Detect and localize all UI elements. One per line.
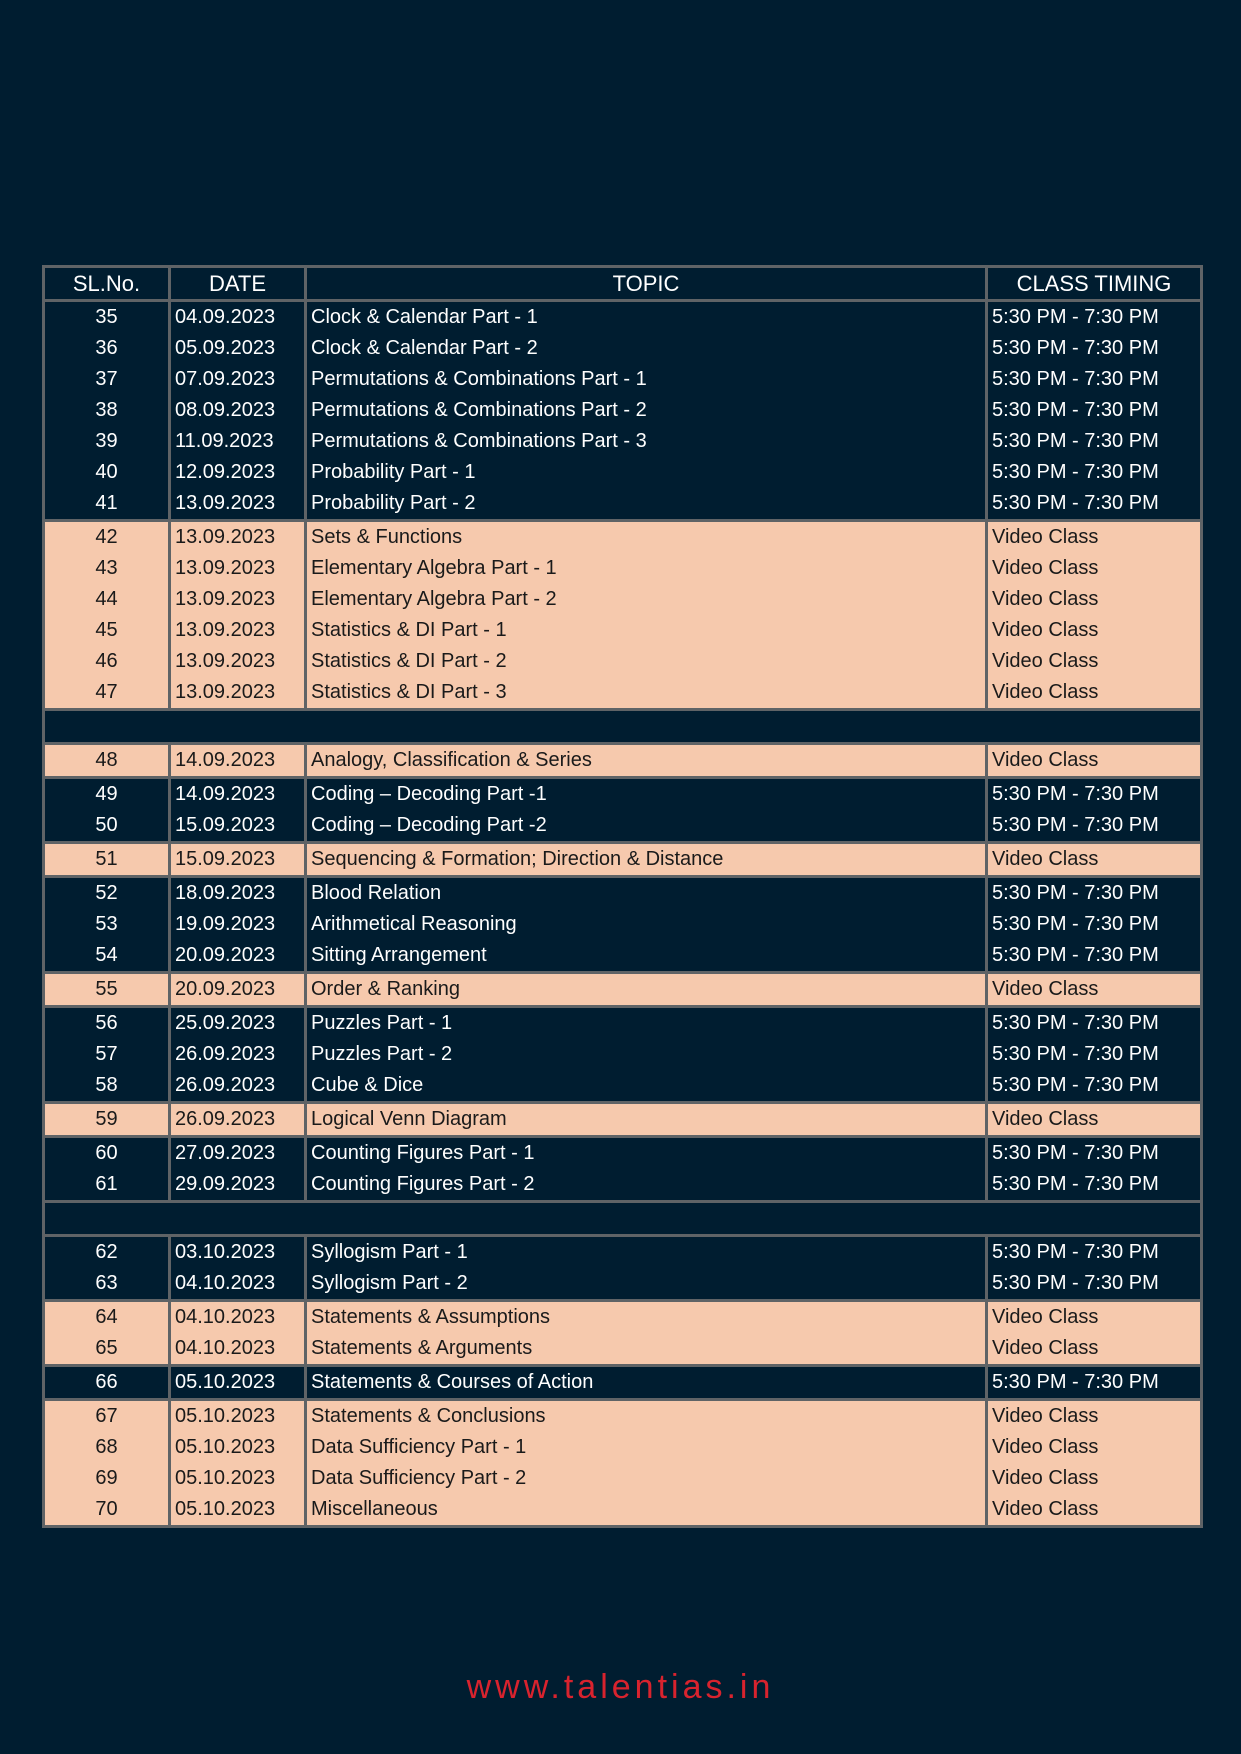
cell-sl-no: 67: [44, 1400, 170, 1433]
cell-class-timing: 5:30 PM - 7:30 PM: [987, 364, 1202, 395]
cell-date: 27.09.2023: [170, 1137, 306, 1170]
cell-class-timing: Video Class: [987, 973, 1202, 1007]
cell-date: 04.10.2023: [170, 1333, 306, 1366]
table-row: [44, 1333, 1202, 1366]
cell-date: 05.10.2023: [170, 1400, 306, 1433]
header-topic: TOPIC: [306, 267, 987, 301]
cell-sl-no: 69: [44, 1463, 170, 1494]
spacer-cell: [44, 710, 1202, 744]
header-date: DATE: [170, 267, 306, 301]
cell-class-timing: 5:30 PM - 7:30 PM: [987, 426, 1202, 457]
cell-class-timing: 5:30 PM - 7:30 PM: [987, 1137, 1202, 1170]
header-class-timing: CLASS TIMING: [987, 267, 1202, 301]
cell-class-timing: Video Class: [987, 1494, 1202, 1527]
cell-class-timing: Video Class: [987, 677, 1202, 710]
cell-class-timing: Video Class: [987, 1301, 1202, 1334]
cell-date: 07.09.2023: [170, 364, 306, 395]
cell-topic: Statements & Assumptions: [306, 1301, 987, 1334]
website-url: www.talentias.in: [466, 1668, 775, 1706]
table-row: [44, 1137, 1202, 1170]
cell-topic: Coding – Decoding Part -2: [306, 810, 987, 843]
cell-sl-no: 68: [44, 1432, 170, 1463]
table-row: [44, 1432, 1202, 1463]
table-row: [44, 1169, 1202, 1202]
cell-sl-no: 39: [44, 426, 170, 457]
table-row: [44, 877, 1202, 910]
cell-topic: Syllogism Part - 2: [306, 1268, 987, 1301]
cell-topic: Puzzles Part - 1: [306, 1007, 987, 1040]
cell-class-timing: 5:30 PM - 7:30 PM: [987, 395, 1202, 426]
cell-date: 04.10.2023: [170, 1301, 306, 1334]
cell-class-timing: 5:30 PM - 7:30 PM: [987, 1236, 1202, 1269]
cell-date: 13.09.2023: [170, 553, 306, 584]
cell-class-timing: Video Class: [987, 744, 1202, 778]
cell-sl-no: 55: [44, 973, 170, 1007]
cell-date: 15.09.2023: [170, 843, 306, 877]
table-row: [44, 1268, 1202, 1301]
cell-class-timing: Video Class: [987, 521, 1202, 554]
schedule-table: [42, 265, 1203, 1528]
cell-sl-no: 38: [44, 395, 170, 426]
cell-topic: Analogy, Classification & Series: [306, 744, 987, 778]
cell-sl-no: 51: [44, 843, 170, 877]
table-row: [44, 1463, 1202, 1494]
cell-topic: Sequencing & Formation; Direction & Distance: [306, 843, 987, 877]
cell-topic: Data Sufficiency Part - 1: [306, 1432, 987, 1463]
cell-sl-no: 43: [44, 553, 170, 584]
table-row: [44, 778, 1202, 811]
cell-sl-no: 50: [44, 810, 170, 843]
cell-class-timing: 5:30 PM - 7:30 PM: [987, 488, 1202, 521]
table-row: [44, 1070, 1202, 1103]
cell-sl-no: 37: [44, 364, 170, 395]
cell-date: 05.10.2023: [170, 1432, 306, 1463]
cell-sl-no: 46: [44, 646, 170, 677]
cell-class-timing: Video Class: [987, 1463, 1202, 1494]
table-row: [44, 457, 1202, 488]
cell-date: 13.09.2023: [170, 677, 306, 710]
table-row: [44, 584, 1202, 615]
table-row: [44, 1236, 1202, 1269]
cell-date: 14.09.2023: [170, 744, 306, 778]
cell-topic: Data Sufficiency Part - 2: [306, 1463, 987, 1494]
cell-topic: Clock & Calendar Part - 1: [306, 301, 987, 334]
cell-class-timing: Video Class: [987, 1103, 1202, 1137]
cell-topic: Elementary Algebra Part - 2: [306, 584, 987, 615]
table-row: [44, 426, 1202, 457]
cell-class-timing: 5:30 PM - 7:30 PM: [987, 1366, 1202, 1400]
cell-sl-no: 66: [44, 1366, 170, 1400]
cell-topic: Elementary Algebra Part - 1: [306, 553, 987, 584]
table-row: [44, 1039, 1202, 1070]
cell-topic: Cube & Dice: [306, 1070, 987, 1103]
cell-class-timing: 5:30 PM - 7:30 PM: [987, 778, 1202, 811]
cell-sl-no: 62: [44, 1236, 170, 1269]
cell-class-timing: Video Class: [987, 646, 1202, 677]
cell-date: 05.10.2023: [170, 1366, 306, 1400]
cell-topic: Permutations & Combinations Part - 1: [306, 364, 987, 395]
cell-sl-no: 36: [44, 333, 170, 364]
cell-topic: Statements & Conclusions: [306, 1400, 987, 1433]
spacer-row: [44, 1202, 1202, 1236]
cell-topic: Statistics & DI Part - 1: [306, 615, 987, 646]
table-row: [44, 810, 1202, 843]
cell-class-timing: 5:30 PM - 7:30 PM: [987, 909, 1202, 940]
cell-class-timing: Video Class: [987, 615, 1202, 646]
cell-class-timing: 5:30 PM - 7:30 PM: [987, 940, 1202, 973]
cell-class-timing: 5:30 PM - 7:30 PM: [987, 810, 1202, 843]
table-row: [44, 909, 1202, 940]
cell-class-timing: 5:30 PM - 7:30 PM: [987, 1169, 1202, 1202]
spacer-cell: [44, 1202, 1202, 1236]
cell-sl-no: 60: [44, 1137, 170, 1170]
cell-date: 13.09.2023: [170, 488, 306, 521]
cell-date: 26.09.2023: [170, 1103, 306, 1137]
cell-sl-no: 70: [44, 1494, 170, 1527]
cell-topic: Statements & Arguments: [306, 1333, 987, 1366]
table-row: [44, 615, 1202, 646]
cell-date: 08.09.2023: [170, 395, 306, 426]
cell-class-timing: 5:30 PM - 7:30 PM: [987, 1007, 1202, 1040]
cell-sl-no: 56: [44, 1007, 170, 1040]
cell-date: 25.09.2023: [170, 1007, 306, 1040]
cell-topic: Order & Ranking: [306, 973, 987, 1007]
cell-sl-no: 44: [44, 584, 170, 615]
cell-date: 12.09.2023: [170, 457, 306, 488]
cell-topic: Statistics & DI Part - 2: [306, 646, 987, 677]
cell-sl-no: 64: [44, 1301, 170, 1334]
cell-class-timing: Video Class: [987, 1333, 1202, 1366]
cell-sl-no: 47: [44, 677, 170, 710]
cell-topic: Arithmetical Reasoning: [306, 909, 987, 940]
cell-topic: Statistics & DI Part - 3: [306, 677, 987, 710]
table-row: [44, 1007, 1202, 1040]
table-row: [44, 364, 1202, 395]
cell-class-timing: Video Class: [987, 553, 1202, 584]
table-row: [44, 301, 1202, 334]
table-row: [44, 744, 1202, 778]
cell-class-timing: Video Class: [987, 584, 1202, 615]
cell-topic: Permutations & Combinations Part - 2: [306, 395, 987, 426]
table-row: [44, 1103, 1202, 1137]
cell-class-timing: 5:30 PM - 7:30 PM: [987, 1070, 1202, 1103]
cell-sl-no: 49: [44, 778, 170, 811]
table-body: [44, 301, 1202, 1527]
cell-sl-no: 57: [44, 1039, 170, 1070]
cell-sl-no: 53: [44, 909, 170, 940]
cell-date: 13.09.2023: [170, 521, 306, 554]
cell-class-timing: 5:30 PM - 7:30 PM: [987, 877, 1202, 910]
cell-class-timing: 5:30 PM - 7:30 PM: [987, 301, 1202, 334]
cell-sl-no: 58: [44, 1070, 170, 1103]
cell-topic: Syllogism Part - 1: [306, 1236, 987, 1269]
cell-topic: Puzzles Part - 2: [306, 1039, 987, 1070]
cell-date: 03.10.2023: [170, 1236, 306, 1269]
cell-topic: Clock & Calendar Part - 2: [306, 333, 987, 364]
cell-topic: Sets & Functions: [306, 521, 987, 554]
table-header: [44, 267, 1202, 301]
table-row: [44, 646, 1202, 677]
cell-date: 26.09.2023: [170, 1039, 306, 1070]
cell-class-timing: Video Class: [987, 1432, 1202, 1463]
cell-sl-no: 40: [44, 457, 170, 488]
spacer-row: [44, 710, 1202, 744]
cell-sl-no: 45: [44, 615, 170, 646]
cell-date: 29.09.2023: [170, 1169, 306, 1202]
cell-sl-no: 59: [44, 1103, 170, 1137]
cell-class-timing: Video Class: [987, 843, 1202, 877]
header-row: [44, 267, 1202, 301]
cell-sl-no: 42: [44, 521, 170, 554]
cell-class-timing: 5:30 PM - 7:30 PM: [987, 457, 1202, 488]
cell-topic: Statements & Courses of Action: [306, 1366, 987, 1400]
cell-date: 05.10.2023: [170, 1494, 306, 1527]
table-row: [44, 521, 1202, 554]
cell-date: 14.09.2023: [170, 778, 306, 811]
cell-class-timing: 5:30 PM - 7:30 PM: [987, 333, 1202, 364]
cell-date: 05.10.2023: [170, 1463, 306, 1494]
cell-date: 26.09.2023: [170, 1070, 306, 1103]
cell-topic: Counting Figures Part - 2: [306, 1169, 987, 1202]
cell-topic: Miscellaneous: [306, 1494, 987, 1527]
cell-topic: Permutations & Combinations Part - 3: [306, 426, 987, 457]
cell-topic: Blood Relation: [306, 877, 987, 910]
cell-class-timing: 5:30 PM - 7:30 PM: [987, 1268, 1202, 1301]
cell-topic: Probability Part - 2: [306, 488, 987, 521]
cell-sl-no: 65: [44, 1333, 170, 1366]
table-row: [44, 488, 1202, 521]
cell-date: 13.09.2023: [170, 615, 306, 646]
cell-date: 04.09.2023: [170, 301, 306, 334]
cell-sl-no: 63: [44, 1268, 170, 1301]
cell-sl-no: 35: [44, 301, 170, 334]
header-sl-no: SL.No.: [44, 267, 170, 301]
cell-date: 19.09.2023: [170, 909, 306, 940]
cell-sl-no: 54: [44, 940, 170, 973]
cell-class-timing: Video Class: [987, 1400, 1202, 1433]
cell-topic: Coding – Decoding Part -1: [306, 778, 987, 811]
table-row: [44, 1400, 1202, 1433]
table-row: [44, 1301, 1202, 1334]
table-row: [44, 973, 1202, 1007]
cell-date: 20.09.2023: [170, 940, 306, 973]
cell-sl-no: 52: [44, 877, 170, 910]
cell-date: 11.09.2023: [170, 426, 306, 457]
table-row: [44, 1494, 1202, 1527]
cell-sl-no: 41: [44, 488, 170, 521]
cell-class-timing: 5:30 PM - 7:30 PM: [987, 1039, 1202, 1070]
table-row: [44, 843, 1202, 877]
cell-topic: Logical Venn Diagram: [306, 1103, 987, 1137]
table-row: [44, 940, 1202, 973]
cell-date: 15.09.2023: [170, 810, 306, 843]
cell-date: 13.09.2023: [170, 646, 306, 677]
table-row: [44, 553, 1202, 584]
table-row: [44, 333, 1202, 364]
table-row: [44, 1366, 1202, 1400]
cell-date: 18.09.2023: [170, 877, 306, 910]
table-row: [44, 677, 1202, 710]
cell-topic: Probability Part - 1: [306, 457, 987, 488]
table-row: [44, 395, 1202, 426]
cell-date: 13.09.2023: [170, 584, 306, 615]
cell-topic: Counting Figures Part - 1: [306, 1137, 987, 1170]
cell-topic: Sitting Arrangement: [306, 940, 987, 973]
cell-sl-no: 61: [44, 1169, 170, 1202]
cell-date: 20.09.2023: [170, 973, 306, 1007]
cell-date: 05.09.2023: [170, 333, 306, 364]
cell-date: 04.10.2023: [170, 1268, 306, 1301]
cell-sl-no: 48: [44, 744, 170, 778]
